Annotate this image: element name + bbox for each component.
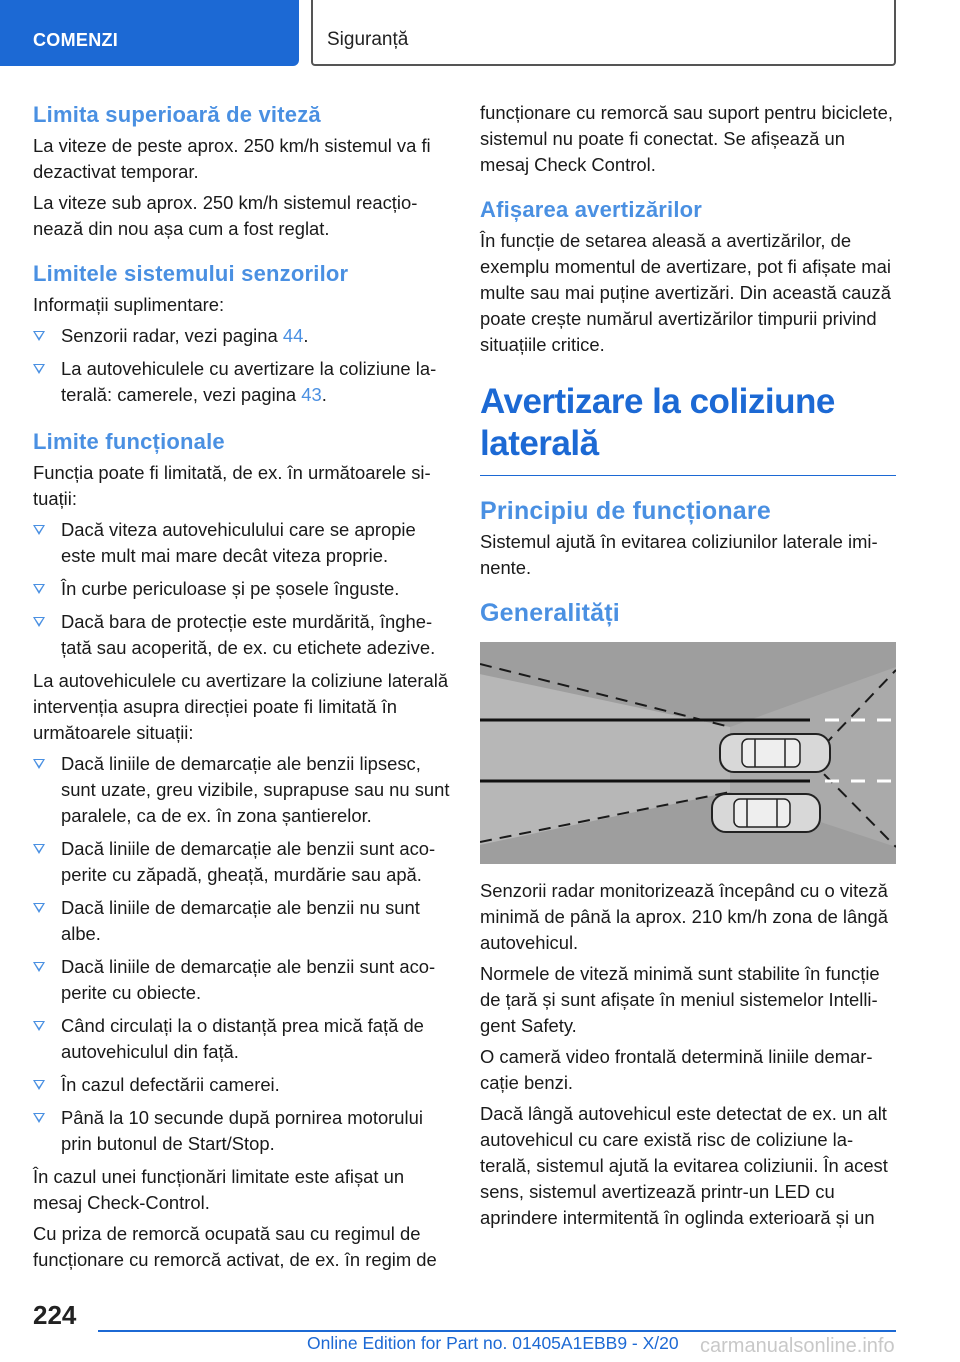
heading-general: Generalități bbox=[480, 599, 620, 627]
list-item bbox=[33, 954, 453, 1006]
list-item-tail: . bbox=[321, 384, 327, 405]
bullet-triangle-icon bbox=[33, 903, 45, 913]
list-item-text: În curbe periculoase și pe șosele înguste. bbox=[61, 578, 400, 599]
chapter-tab-label: COMENZI bbox=[33, 30, 119, 50]
list-item-text: Dacă viteza autovehiculului care se apropie este mult mai mare decât viteza proprie. bbox=[61, 519, 416, 566]
paragraph-lateral: La autovehiculele cu avertizare la coliziune laterală intervenția asupra direcției poate fi limitată în următoarele situații: bbox=[33, 670, 449, 743]
list-item bbox=[33, 356, 453, 408]
edition-text: Online Edition for Part no. 01405A1EBB9 - X/20 bbox=[307, 1333, 679, 1353]
paragraph-warnings: În funcție de setarea aleasă a avertizărilor, de exemplu momentul de avertizare, pot fi afișate mai multe sau mai puține avertizări. Din această cauză poate crește numărul avertizărilor timpurii privind situațiile critice. bbox=[480, 230, 891, 355]
list-item-text: Când circulați la o distanță prea mică față de autovehiculul din față. bbox=[61, 1015, 424, 1062]
heading-warning-display: Afișarea avertizărilor bbox=[480, 197, 703, 222]
bullet-triangle-icon bbox=[33, 1080, 45, 1090]
sensor-list bbox=[33, 323, 453, 408]
heading-sensor-limits: Limitele sistemului senzorilor bbox=[33, 261, 349, 286]
list-item-text: Senzorii radar, vezi pagina bbox=[61, 325, 283, 346]
lateral-list bbox=[33, 751, 453, 1157]
list-item-text: Până la 10 secunde după pornirea motorului prin butonul de Start/Stop. bbox=[61, 1107, 423, 1154]
bullet-triangle-icon bbox=[33, 584, 45, 594]
list-item-text: Dacă liniile de demarcație ale benzii sunt acoperite cu obiecte. bbox=[61, 956, 436, 1003]
paragraph-trailer-continued: funcționare cu remorcă sau suport pentru biciclete, sistemul nu poate fi conectat. Se afișează un mesaj Check Control. bbox=[480, 102, 893, 175]
paragraph-speed-1: La viteze de peste aprox. 250 km/h sistemul va fi dezactivat temporar. bbox=[33, 135, 431, 182]
list-item bbox=[33, 1072, 453, 1098]
list-item-text: Dacă liniile de demarcație ale benzii sunt acoperite cu zăpadă, gheață, murdărie sau apă. bbox=[61, 838, 436, 885]
paragraph-general-3: O cameră video frontală determină liniile demarcație benzi. bbox=[480, 1046, 873, 1093]
page-link-43[interactable]: 43 bbox=[301, 384, 322, 405]
lateral-collision-illustration bbox=[480, 642, 896, 864]
page-link-44[interactable]: 44 bbox=[282, 325, 304, 346]
bullet-triangle-icon bbox=[33, 525, 45, 535]
list-item bbox=[33, 609, 453, 661]
chapter-tab[interactable] bbox=[0, 0, 299, 66]
adjacent-car-icon bbox=[712, 794, 820, 832]
heading-principle: Principiu de funcționare bbox=[480, 497, 771, 525]
list-item-text: La autovehiculele cu avertizare la coliziune laterală: camerele, vezi pagina bbox=[61, 358, 437, 405]
watermark: carmanualsonline.info bbox=[700, 1335, 895, 1357]
paragraph-trailer: Cu priza de remorcă ocupată sau cu regimul de funcționare cu remorcă activat, de ex. în regim de bbox=[33, 1223, 437, 1270]
paragraph-speed-2: La viteze sub aprox. 250 km/h sistemul reacționează din nou așa cum a fost reglat. bbox=[33, 192, 418, 239]
main-heading-line-2: laterală bbox=[480, 424, 599, 463]
main-heading-line-1: Avertizare la coliziune bbox=[480, 382, 835, 421]
page-header bbox=[0, 0, 960, 66]
ego-car-icon bbox=[720, 734, 830, 772]
list-item bbox=[33, 836, 453, 888]
section-title-box bbox=[311, 0, 896, 66]
bullet-triangle-icon bbox=[33, 962, 45, 972]
list-item-text: Dacă liniile de demarcație ale benzii lipsesc, sunt uzate, greu vizibile, suprapuse sau nu sunt paralele, ca de ex. în zona șantierelor. bbox=[61, 753, 450, 826]
paragraph-general-4: Dacă lângă autovehicul este detectat de ex. un alt autovehicul cu care există risc de coliziune laterală, sistemul ajută la evitarea coliziunii. În acest sens, sistemul avertizează printr-un LED cu aprindere intermitentă în oglinda exterioară și un bbox=[480, 1103, 888, 1228]
section-title: Siguranță bbox=[327, 29, 409, 50]
heading-speed-limit: Limita superioară de viteză bbox=[33, 102, 321, 127]
bullet-triangle-icon bbox=[33, 364, 45, 374]
main-heading bbox=[480, 381, 896, 465]
list-item-text: În cazul defectării camerei. bbox=[61, 1074, 280, 1095]
paragraph-check-control: În cazul unei funcționări limitate este afișat un mesaj Check-Control. bbox=[33, 1166, 405, 1213]
paragraph-sensors: Informații suplimentare: bbox=[33, 294, 225, 315]
right-column bbox=[480, 100, 896, 1236]
limits-list bbox=[33, 517, 453, 661]
list-item bbox=[33, 751, 453, 829]
left-column bbox=[33, 100, 453, 1278]
footer-rule bbox=[98, 1330, 896, 1332]
list-item bbox=[33, 1105, 453, 1157]
page-number: 224 bbox=[33, 1300, 77, 1330]
paragraph-principle: Sistemul ajută în evitarea coliziunilor laterale iminente. bbox=[480, 531, 878, 578]
list-item bbox=[33, 576, 453, 602]
heading-functional-limits: Limite funcționale bbox=[33, 429, 225, 454]
list-item bbox=[33, 323, 453, 349]
list-item-tail: . bbox=[303, 325, 309, 346]
list-item bbox=[33, 895, 453, 947]
bullet-triangle-icon bbox=[33, 844, 45, 854]
paragraph-limits: Funcția poate fi limitată, de ex. în următoarele situații: bbox=[33, 462, 431, 509]
bullet-triangle-icon bbox=[33, 759, 45, 769]
paragraph-general-1: Senzorii radar monitorizează începând cu o viteză minimă de până la aprox. 210 km/h zona de lângă autovehicul. bbox=[480, 880, 888, 953]
list-item-text: Dacă bara de protecție este murdărită, înghețată sau acoperită, de ex. cu etichete adezive. bbox=[61, 611, 436, 658]
list-item bbox=[33, 1013, 453, 1065]
heading-rule bbox=[480, 475, 896, 476]
list-item bbox=[33, 517, 453, 569]
bullet-triangle-icon bbox=[33, 1113, 45, 1123]
bullet-triangle-icon bbox=[33, 1021, 45, 1031]
bullet-triangle-icon bbox=[33, 617, 45, 627]
paragraph-general-2: Normele de viteză minimă sunt stabilite în funcție de țară și sunt afișate în meniul sistemelor Intelligent Safety. bbox=[480, 963, 880, 1036]
bullet-triangle-icon bbox=[33, 331, 45, 341]
list-item-text: Dacă liniile de demarcație ale benzii nu sunt albe. bbox=[61, 897, 420, 944]
